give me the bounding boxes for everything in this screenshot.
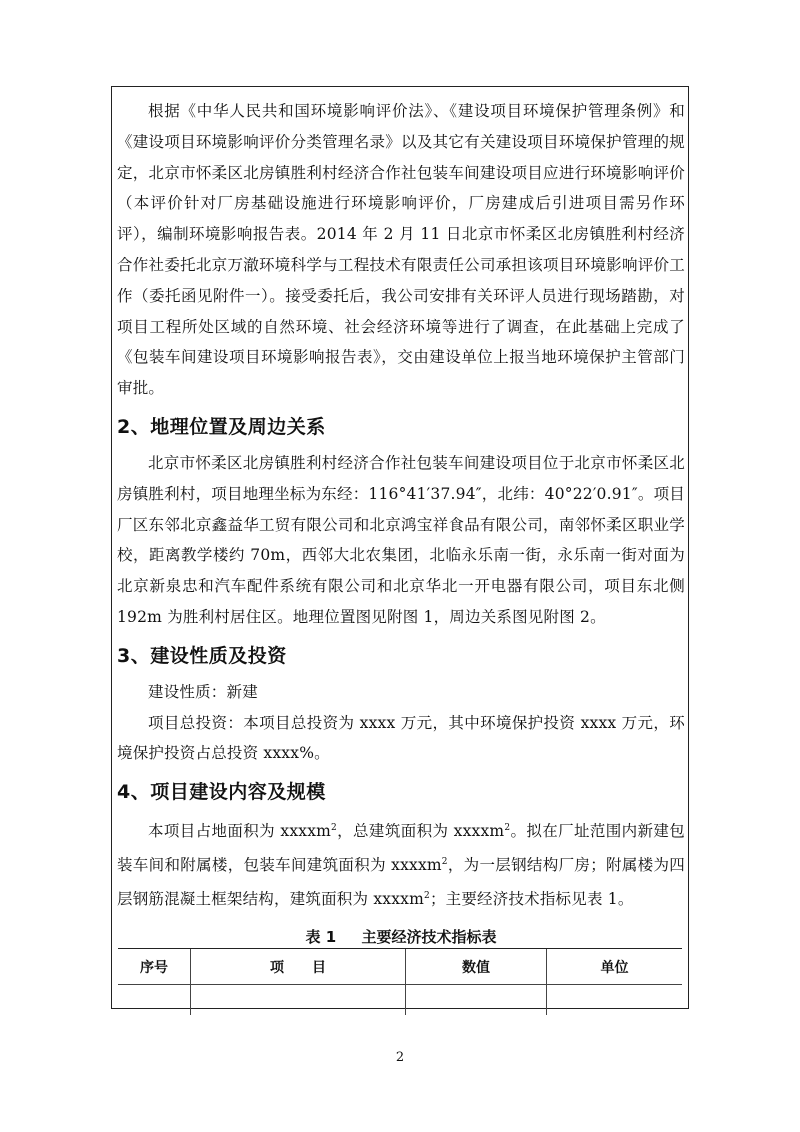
section-heading-location: 2、地理位置及周边关系 [117,415,326,438]
table-row [118,985,682,1016]
table-header-row [118,949,682,985]
table-cell [191,985,406,1016]
table-cell [406,985,547,1016]
header-index: 序号 [118,949,191,985]
page-number: 2 [395,1050,405,1065]
scale-paragraph: 本项目占地面积为 xxxxm$^2$，总建筑面积为 xxxxm$^2$。拟在厂址范围内新建包装车间和附属楼，包装车间建筑面积为 xxxxm$^2$，为一层钢结构厂房；附属楼为四层钢筋混凝土框架结构，建筑面积为 xxxxm$^2$；主要经济技术指标见表 1。 [117,822,685,909]
header-value: 数值 [406,949,547,985]
nature-paragraph: 建设性质：新建 [148,682,258,701]
table-caption-title: 主要经济技术指标表 [361,928,497,946]
table-caption [117,925,685,949]
document-body [117,96,685,949]
header-item: 项 目 [191,949,406,985]
intro-paragraph: 根据《中华人民共和国环境影响评价法》、《建设项目环境保护管理条例》和《建设项目环境影响评价分类管理名录》以及其它有关建设项目环境保护管理的规定，北京市怀柔区北房镇胜利村经济合作社包装车间建设项目应进行环境影响评价（本评价针对厂房基础设施进行环境影响评价，厂房建成后引进项目需另作环评），编制环境影响报告表。2014 年 2 月 11 日北京市怀柔区北房镇胜利村经济合作社委托北京万澈环境科学与工程技术有限责任公司承担该项目环境影响评价工作（委托函见附件一）。接受委托后，我公司安排有关环评人员进行现场踏勘，对项目工程所处区域的自然环境、社会经济环境等进行了调查，在此基础上完成了《包装车间建设项目环境影响报告表》，交由建设单位上报当地环境保护主管部门审批。 [117,102,685,398]
section-heading-scale: 4、项目建设内容及规模 [117,781,326,804]
header-unit: 单位 [547,949,683,985]
table-cell [118,985,191,1016]
investment-paragraph: 项目总投资：本项目总投资为 xxxx 万元，其中环境保护投资 xxxx 万元，环境保护投资占总投资 xxxx%。 [117,713,685,763]
economic-indicators-table [118,948,682,1015]
table-caption-label: 表 1 [305,928,337,946]
section-heading-investment: 3、建设性质及投资 [117,644,287,667]
location-paragraph: 北京市怀柔区北房镇胜利村经济合作社包装车间建设项目位于北京市怀柔区北房镇胜利村，项目地理坐标为东经：116°41′37.94″，北纬：40°22′0.91″。项目厂区东邻北京鑫益华工贸有限公司和北京鸿宝祥食品有限公司，南邻怀柔区职业学校，距离教学楼约 70m，西邻大北农集团，北临永乐南一街，永乐南一街对面为北京新泉忠和汽车配件系统有限公司和北京华北一开电器有限公司，项目东北侧 192m 为胜利村居住区。地理位置图见附图 1，周边关系图见附图 2。 [117,453,685,626]
table-cell [547,985,683,1016]
